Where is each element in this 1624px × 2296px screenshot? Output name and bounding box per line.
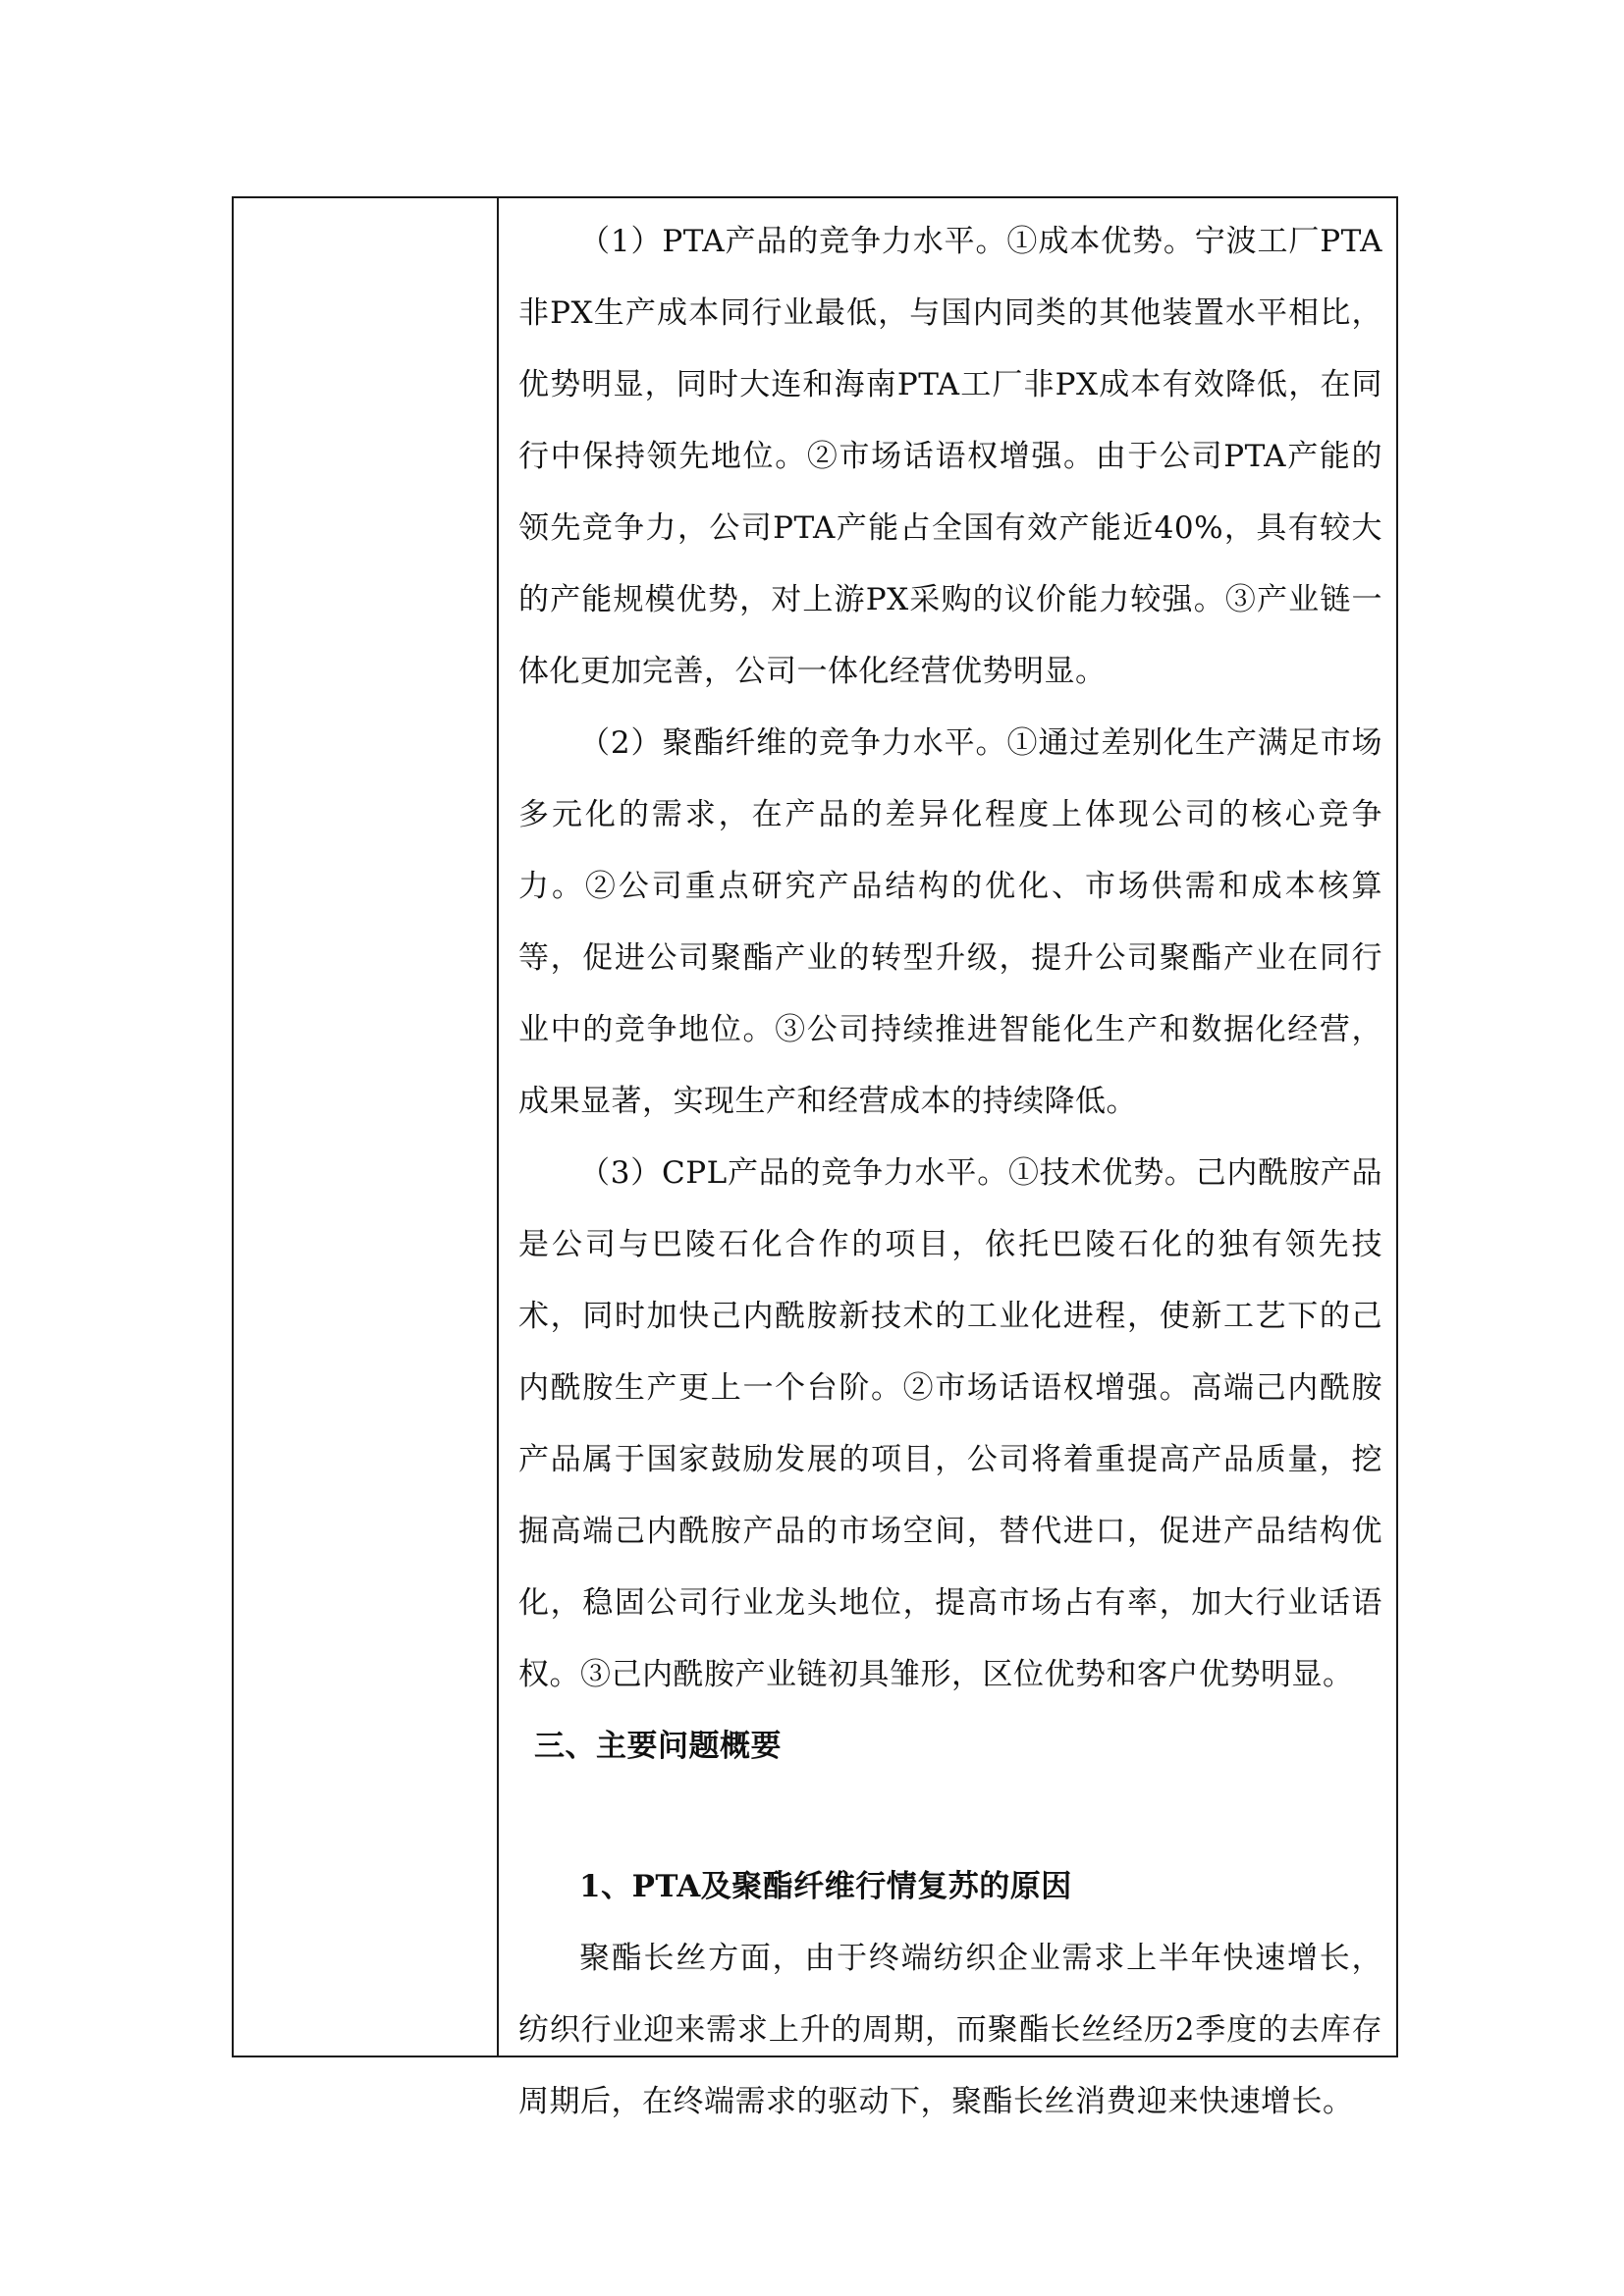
paragraph-pta-competitiveness: （1）PTA产品的竞争力水平。①成本优势。宁波工厂PTA非PX生产成本同行业最低，与国内同类的其他装置水平相比，优势明显，同时大连和海南PTA工厂非PX成本有效降低，在同行中保持领先地位。②市场话语权增强。由于公司PTA产能的领先竞争力，公司PTA产能占全国有效产能近40%，具有较大的产能规模优势，对上游PX采购的议价能力较强。③产业链一体化更加完善，公司一体化经营优势明显。: [518, 224, 1382, 689]
content-table: [232, 196, 1398, 2119]
paragraph-cpl-competitiveness: （3）CPL产品的竞争力水平。①技术优势。己内酰胺产品是公司与巴陵石化合作的项目，依托巴陵石化的独有领先技术，同时加快己内酰胺新技术的工业化进程，使新工艺下的己内酰胺生产更上一个台阶。②市场话语权增强。高端己内酰胺产品属于国家鼓励发展的项目，公司将着重提高产品质量，挖掘高端己内酰胺产品的市场空间，替代进口，促进产品结构优化，稳固公司行业龙头地位，提高市场占有率，加大行业话语权。③己内酰胺产业链初具雏形，区位优势和客户优势明显。: [518, 1155, 1382, 1692]
table-label-cell: [234, 198, 499, 2056]
spacer: [518, 1783, 1382, 1851]
table-content-cell: [499, 198, 1396, 2119]
paragraph-polyester-competitiveness: （2）聚酯纤维的竞争力水平。①通过差别化生产满足市场多元化的需求，在产品的差异化程度上体现公司的核心竞争力。②公司重点研究产品结构的优化、市场供需和成本核算等，促进公司聚酯产业的转型升级，提升公司聚酯产业在同行业中的竞争地位。③公司持续推进智能化生产和数据化经营，成果显著，实现生产和经营成本的持续降低。: [518, 725, 1382, 1119]
subheading: 1、PTA及聚酯纤维行情复苏的原因: [579, 1869, 1072, 1904]
paragraph-polyester-filament: 聚酯长丝方面，由于终端纺织企业需求上半年快速增长，纺织行业迎来需求上升的周期，而聚酯长丝经历2季度的去库存周期后，在终端需求的驱动下，聚酯长丝消费迎来快速增长。: [518, 1941, 1382, 2119]
section-title: 三、主要问题概要: [534, 1729, 782, 1764]
